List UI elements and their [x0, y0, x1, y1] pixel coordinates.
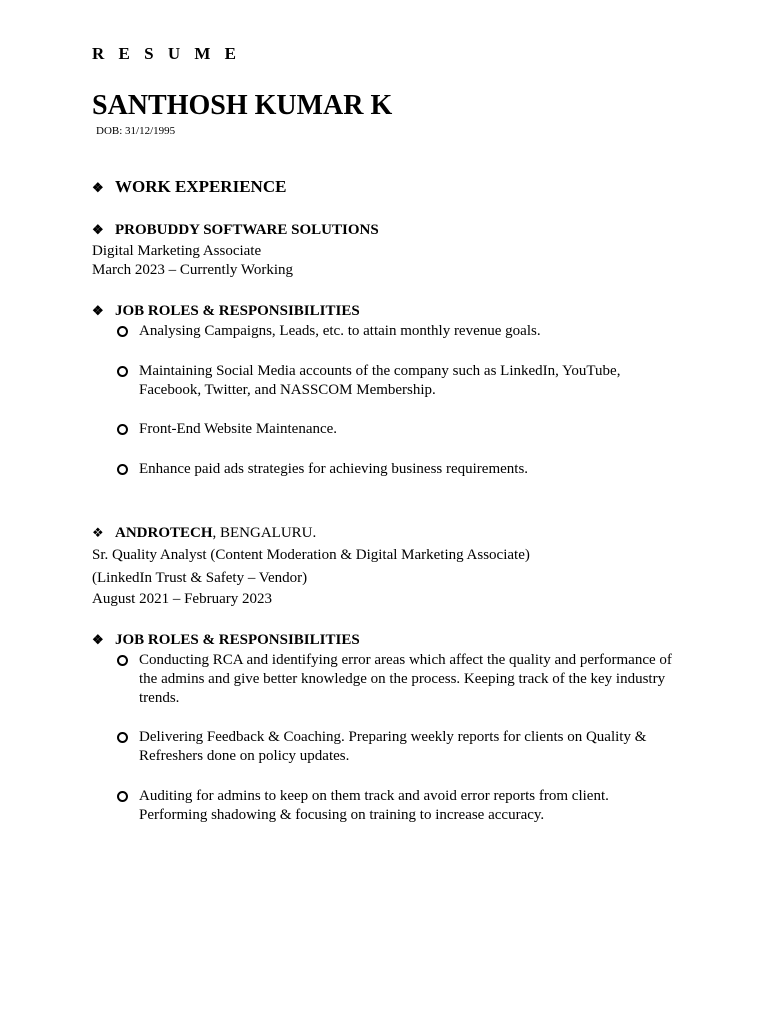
- job2-position: Sr. Quality Analyst (Content Moderation & Digital Marketing Associate): [92, 547, 530, 563]
- diamond-bullet-icon: ❖: [92, 222, 104, 237]
- diamond-bullet-icon: ❖: [92, 525, 104, 540]
- list-item: Analysing Campaigns, Leads, etc. to attain monthly revenue goals.: [139, 323, 541, 339]
- job1-position: Digital Marketing Associate: [92, 243, 262, 259]
- job1-roles-heading: ❖ JOB ROLES & RESPONSIBILITIES: [92, 303, 360, 319]
- candidate-name: SANTHOSH KUMAR K: [92, 90, 393, 121]
- list-item: Front-End Website Maintenance.: [139, 421, 338, 437]
- circle-bullet-icon: [117, 366, 128, 377]
- list-item: Maintaining Social Media accounts of the company such as LinkedIn, YouTube, Facebook, Twitter, and NASSCOM Membership.: [139, 363, 621, 398]
- list-item: Conducting RCA and identifying error areas which affect the quality and performance of the admins and give better knowledge on the process. Keeping track of the key industry trends.: [139, 652, 672, 706]
- job1-company: ❖ PROBUDDY SOFTWARE SOLUTIONS: [92, 222, 379, 238]
- circle-bullet-icon: [117, 655, 128, 666]
- job2-roles-heading: ❖ JOB ROLES & RESPONSIBILITIES: [92, 632, 360, 648]
- job2-company: ❖ ANDROTECH, BENGALURU.: [92, 525, 317, 541]
- list-item: Delivering Feedback & Coaching. Preparing weekly reports for clients on Quality & Refreshers done on policy updates.: [139, 729, 647, 764]
- job2-client: (LinkedIn Trust & Safety – Vendor): [92, 570, 308, 586]
- work-experience-heading: ❖ WORK EXPERIENCE: [92, 177, 287, 196]
- job2-period: August 2021 – February 2023: [92, 591, 272, 607]
- list-item: Auditing for admins to keep on them track and avoid error reports from client. Performing shadowing & focusing on training to increase accuracy.: [139, 788, 609, 823]
- circle-bullet-icon: [117, 464, 128, 475]
- diamond-bullet-icon: ❖: [92, 180, 104, 195]
- date-of-birth: DOB: 31/12/1995: [96, 125, 176, 137]
- circle-bullet-icon: [117, 326, 128, 337]
- diamond-bullet-icon: ❖: [92, 303, 104, 318]
- circle-bullet-icon: [117, 424, 128, 435]
- diamond-bullet-icon: ❖: [92, 632, 104, 647]
- circle-bullet-icon: [117, 791, 128, 802]
- job1-period: March 2023 – Currently Working: [92, 262, 293, 278]
- list-item: Enhance paid ads strategies for achieving business requirements.: [139, 461, 529, 477]
- document-title: R E S U M E: [92, 44, 241, 63]
- circle-bullet-icon: [117, 732, 128, 743]
